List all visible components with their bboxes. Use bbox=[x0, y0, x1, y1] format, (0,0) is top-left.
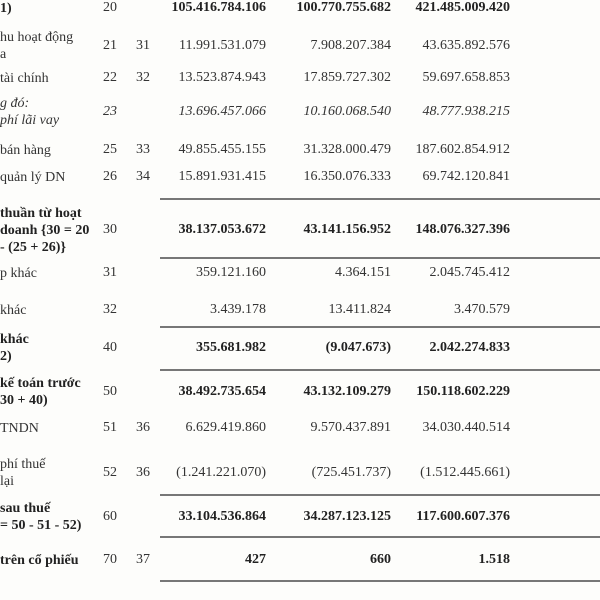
value-col-1: 13.523.874.943 bbox=[178, 70, 266, 85]
row-label bbox=[0, 70, 96, 87]
row-code: 20 bbox=[103, 0, 117, 15]
value-col-2: 34.287.123.125 bbox=[303, 509, 391, 524]
value-col-3: 2.042.274.833 bbox=[429, 340, 510, 355]
row-label-line: a bbox=[0, 47, 7, 62]
row-note: 33 bbox=[136, 142, 150, 157]
row-label bbox=[0, 500, 96, 534]
divider bbox=[160, 580, 600, 582]
row-label-line: 2) bbox=[0, 349, 12, 364]
divider bbox=[160, 494, 600, 496]
row-code: 60 bbox=[103, 509, 117, 524]
value-col-3: (1.512.445.661) bbox=[420, 465, 510, 480]
row-label bbox=[0, 0, 96, 17]
row-label bbox=[0, 205, 96, 256]
row-label bbox=[0, 169, 96, 186]
row-note: 34 bbox=[136, 169, 150, 184]
row-code: 40 bbox=[103, 340, 117, 355]
row-label-line: khác bbox=[0, 302, 27, 318]
value-col-2: 7.908.207.384 bbox=[310, 38, 391, 53]
row-label bbox=[0, 142, 96, 159]
row-code: 21 bbox=[103, 38, 117, 53]
row-label-line: quản lý DN bbox=[0, 169, 66, 185]
value-col-3: 187.602.854.912 bbox=[415, 142, 510, 157]
value-col-1: 105.416.784.106 bbox=[171, 0, 266, 15]
row-label bbox=[0, 29, 96, 63]
row-label bbox=[0, 331, 96, 365]
row-label-line: phí lãi vay bbox=[0, 113, 60, 128]
row-note: 37 bbox=[136, 552, 150, 567]
divider bbox=[160, 536, 600, 538]
value-col-1: 38.137.053.672 bbox=[178, 222, 266, 237]
value-col-1: 15.891.931.415 bbox=[178, 169, 266, 184]
row-code: 70 bbox=[103, 552, 117, 567]
row-label bbox=[0, 420, 96, 437]
value-col-3: 43.635.892.576 bbox=[422, 38, 510, 53]
divider bbox=[160, 257, 600, 259]
row-label bbox=[0, 552, 96, 569]
value-col-3: 117.600.607.376 bbox=[416, 509, 510, 524]
value-col-1: 6.629.419.860 bbox=[185, 420, 266, 435]
row-label-line: tài chính bbox=[0, 70, 49, 86]
row-label-line: 30 + 40) bbox=[0, 393, 48, 408]
value-col-2: 4.364.151 bbox=[335, 265, 391, 280]
value-col-2: 10.160.068.540 bbox=[303, 104, 391, 119]
value-col-1: 355.681.982 bbox=[196, 340, 266, 355]
row-label bbox=[0, 95, 96, 129]
divider bbox=[160, 326, 600, 328]
divider bbox=[160, 198, 600, 200]
value-col-2: 13.411.824 bbox=[328, 302, 391, 317]
value-col-3: 1.518 bbox=[478, 552, 510, 567]
value-col-3: 59.697.658.853 bbox=[422, 70, 510, 85]
divider bbox=[160, 369, 600, 371]
row-label bbox=[0, 456, 96, 490]
row-label-line: sau thuế bbox=[0, 501, 51, 516]
row-note: 36 bbox=[136, 465, 150, 480]
value-col-1: 38.492.735.654 bbox=[178, 384, 266, 399]
value-col-1: 33.104.536.864 bbox=[178, 509, 266, 524]
value-col-2: 17.859.727.302 bbox=[303, 70, 391, 85]
value-col-1: 427 bbox=[245, 552, 266, 567]
row-label-line: hu hoạt động bbox=[0, 30, 74, 45]
value-col-1: 3.439.178 bbox=[210, 302, 266, 317]
value-col-2: 660 bbox=[370, 552, 391, 567]
row-label-line: g đó: bbox=[0, 96, 30, 111]
row-label-line: trên cổ phiếu bbox=[0, 552, 79, 568]
row-label bbox=[0, 375, 96, 409]
value-col-1: 13.696.457.066 bbox=[178, 104, 266, 119]
row-label bbox=[0, 265, 96, 282]
value-col-2: 16.350.076.333 bbox=[303, 169, 391, 184]
value-col-3: 150.118.602.229 bbox=[416, 384, 510, 399]
value-col-2: 43.132.109.279 bbox=[303, 384, 391, 399]
row-code: 22 bbox=[103, 70, 117, 85]
row-label-line: = 50 - 51 - 52) bbox=[0, 518, 82, 533]
value-col-3: 2.045.745.412 bbox=[429, 265, 510, 280]
value-col-2: (9.047.673) bbox=[325, 340, 391, 355]
row-code: 25 bbox=[103, 142, 117, 157]
row-code: 30 bbox=[103, 222, 117, 237]
row-label-line: TNDN bbox=[0, 420, 39, 436]
value-col-1: 49.855.455.155 bbox=[178, 142, 266, 157]
row-note: 31 bbox=[136, 38, 150, 53]
row-code: 51 bbox=[103, 420, 117, 435]
row-label-line: p khác bbox=[0, 265, 37, 281]
value-col-3: 421.485.009.420 bbox=[415, 0, 510, 15]
row-code: 32 bbox=[103, 302, 117, 317]
row-code: 23 bbox=[103, 104, 117, 119]
row-label bbox=[0, 302, 96, 319]
row-code: 52 bbox=[103, 465, 117, 480]
value-col-3: 48.777.938.215 bbox=[422, 104, 510, 119]
value-col-3: 148.076.327.396 bbox=[415, 222, 510, 237]
row-label-line: lại bbox=[0, 474, 14, 489]
row-label-line: 1) bbox=[0, 0, 12, 16]
value-col-3: 34.030.440.514 bbox=[422, 420, 510, 435]
row-label-line: khác bbox=[0, 332, 29, 347]
value-col-3: 69.742.120.841 bbox=[422, 169, 510, 184]
row-label-line: thuần từ hoạt bbox=[0, 205, 82, 221]
row-code: 50 bbox=[103, 384, 117, 399]
value-col-1: 359.121.160 bbox=[196, 265, 266, 280]
row-note: 32 bbox=[136, 70, 150, 85]
value-col-2: (725.451.737) bbox=[311, 465, 391, 480]
value-col-2: 43.141.156.952 bbox=[303, 222, 391, 237]
row-label-line: kế toán trước bbox=[0, 376, 81, 391]
value-col-2: 9.570.437.891 bbox=[310, 420, 391, 435]
row-label-line: phí thuế bbox=[0, 457, 46, 472]
row-label-line: bán hàng bbox=[0, 142, 51, 158]
value-col-1: 11.991.531.079 bbox=[179, 38, 266, 53]
value-col-2: 31.328.000.479 bbox=[303, 142, 391, 157]
row-label-line: doanh {30 = 20 bbox=[0, 222, 90, 238]
value-col-3: 3.470.579 bbox=[454, 302, 510, 317]
value-col-1: (1.241.221.070) bbox=[176, 465, 266, 480]
value-col-2: 100.770.755.682 bbox=[296, 0, 391, 15]
row-code: 26 bbox=[103, 169, 117, 184]
row-code: 31 bbox=[103, 265, 117, 280]
row-label-line: - (25 + 26)} bbox=[0, 239, 66, 255]
row-note: 36 bbox=[136, 420, 150, 435]
